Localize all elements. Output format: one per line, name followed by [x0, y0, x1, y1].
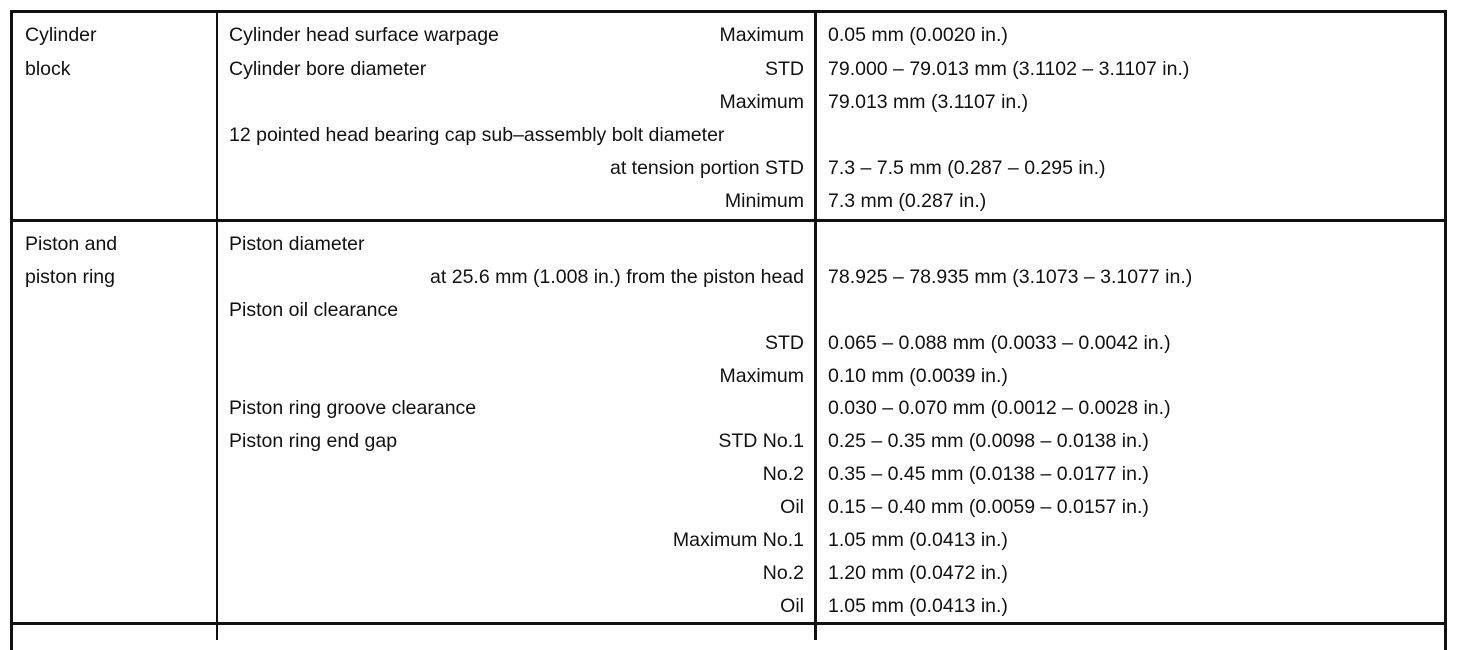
spec-label: Piston ring groove clearance — [229, 397, 477, 419]
section-category: block — [25, 58, 71, 80]
spec-qualifier: STD — [765, 332, 804, 354]
row-divider — [10, 622, 1447, 625]
spec-value: 79.013 mm (3.1107 in.) — [828, 91, 1029, 113]
spec-value: 7.3 mm (0.287 in.) — [828, 190, 987, 212]
spec-value: 0.030 – 0.070 mm (0.0012 – 0.0028 in.) — [828, 397, 1171, 419]
spec-qualifier: Maximum — [719, 91, 804, 113]
spec-qualifier: Maximum — [719, 365, 804, 387]
spec-value: 1.20 mm (0.0472 in.) — [828, 562, 1008, 584]
spec-qualifier: No.2 — [762, 463, 804, 485]
spec-label: Piston ring end gap — [229, 430, 398, 452]
spec-value: 0.15 – 0.40 mm (0.0059 – 0.0157 in.) — [828, 496, 1149, 518]
section-category: Cylinder — [25, 24, 97, 46]
spec-qualifier: Minimum — [724, 190, 804, 212]
spec-label: Piston oil clearance — [229, 299, 399, 321]
spec-qualifier: Oil — [780, 595, 804, 617]
spec-value: 0.35 – 0.45 mm (0.0138 – 0.0177 in.) — [828, 463, 1149, 485]
spec-qualifier: Maximum — [719, 24, 804, 46]
spec-value: 0.065 – 0.088 mm (0.0033 – 0.0042 in.) — [828, 332, 1171, 354]
spec-label: Cylinder bore diameter — [229, 58, 427, 80]
spec-value: 0.05 mm (0.0020 in.) — [828, 24, 1008, 46]
spec-qualifier: Maximum No.1 — [672, 529, 804, 551]
spec-label: Cylinder head surface warpage — [229, 24, 499, 46]
column-divider — [216, 10, 218, 640]
column-divider — [814, 10, 817, 640]
spec-qualifier: at tension portion STD — [609, 157, 804, 179]
spec-value: 78.925 – 78.935 mm (3.1073 – 3.1077 in.) — [828, 266, 1193, 288]
spec-value: 79.000 – 79.013 mm (3.1102 – 3.1107 in.) — [828, 58, 1190, 80]
spec-value: 1.05 mm (0.0413 in.) — [828, 529, 1008, 551]
row-divider — [10, 219, 1447, 222]
spec-qualifier: STD — [765, 58, 804, 80]
spec-value: 0.25 – 0.35 mm (0.0098 – 0.0138 in.) — [828, 430, 1149, 452]
section-category: piston ring — [25, 266, 115, 288]
spec-label: 12 pointed head bearing cap sub–assembly bolt diameter — [229, 124, 725, 146]
spec-qualifier: Oil — [780, 496, 804, 518]
spec-label: Piston diameter — [229, 233, 365, 255]
spec-value: 7.3 – 7.5 mm (0.287 – 0.295 in.) — [828, 157, 1106, 179]
spec-qualifier: STD No.1 — [718, 430, 804, 452]
spec-value: 1.05 mm (0.0413 in.) — [828, 595, 1008, 617]
section-category: Piston and — [25, 233, 118, 255]
spec-value: 0.10 mm (0.0039 in.) — [828, 365, 1008, 387]
spec-qualifier: No.2 — [762, 562, 804, 584]
spec-qualifier: at 25.6 mm (1.008 in.) from the piston head — [430, 266, 804, 288]
